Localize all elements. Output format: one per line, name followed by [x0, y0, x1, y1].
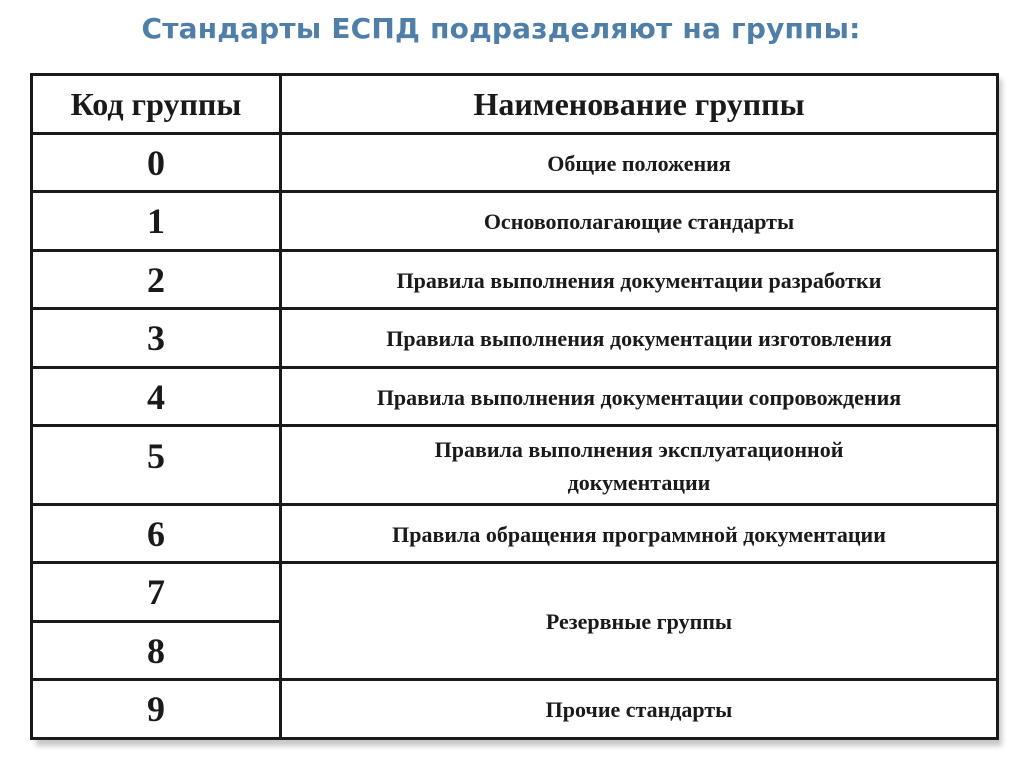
- table-row: [32, 250, 998, 308]
- table-row: [32, 563, 998, 621]
- group-code: 3: [32, 309, 281, 367]
- table-container: [30, 73, 996, 740]
- table-row: [32, 134, 998, 192]
- group-code: 4: [32, 367, 281, 425]
- group-code: 2: [32, 250, 281, 308]
- table-header-row: [32, 75, 998, 134]
- table-row: [32, 367, 998, 425]
- table-row: [32, 426, 998, 505]
- group-code: 0: [32, 134, 281, 192]
- group-code: 9: [32, 680, 281, 739]
- group-code: 8: [32, 621, 281, 679]
- table-row: [32, 192, 998, 250]
- table-row: [32, 680, 998, 739]
- group-name: Прочие стандарты: [281, 680, 998, 739]
- group-name: Правила выполнения эксплуатационной документации: [281, 426, 998, 505]
- group-code: 1: [32, 192, 281, 250]
- group-name: Правила выполнения документации сопровождения: [281, 367, 998, 425]
- table-row: [32, 504, 998, 562]
- group-code: 6: [32, 504, 281, 562]
- group-name: Общие положения: [281, 134, 998, 192]
- group-name: Правила выполнения документации разработки: [281, 250, 998, 308]
- header-name: Наименование группы: [281, 75, 998, 134]
- group-name: Правила выполнения документации изготовления: [281, 309, 998, 367]
- espd-groups-table: [30, 73, 999, 740]
- table-row: [32, 309, 998, 367]
- group-code: 5: [32, 426, 281, 505]
- group-code: 7: [32, 563, 281, 621]
- group-name: Правила обращения программной документации: [281, 504, 998, 562]
- header-code: Код группы: [32, 75, 281, 134]
- group-name: Основополагающие стандарты: [281, 192, 998, 250]
- slide-title: Стандарты ЕСПД подразделяют на группы:: [141, 12, 861, 45]
- group-name-reserved: Резервные группы: [281, 563, 998, 680]
